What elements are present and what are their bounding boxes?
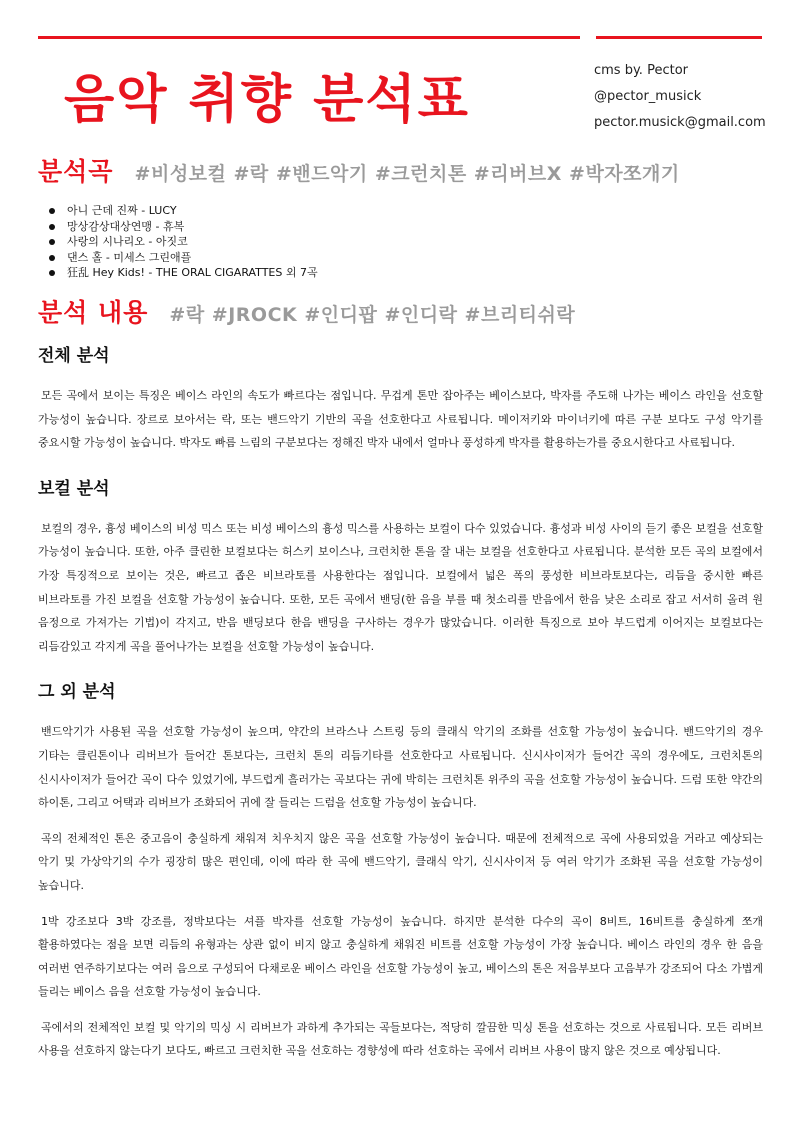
author-handle: @pector_musick [594, 89, 702, 104]
other-paragraph: 밴드악기가 사용된 곡을 선호할 가능성이 높으며, 약간의 브라스나 스트링 등의 클래식 악기의 조화를 선호할 가능성이 높습니다. 밴드악기의 경우 기타는 클린톤이나 리버브가 들어간 톤보다는, 크런치 톤의 리듬기타를 선호한다고 사료됩니다. 신시사이저가 들어간 곡의 경우에도, 크런치톤의 신시사이저가 들어간 곡이 다수 있었기에, 부드럽게 흘러가는 곡보다는 귀에 박히는 크런치톤 위주의 곡을 선호할 가능성이 높습니다. 드럼 또한 약간의 하이톤, 그리고 어택과 리버브가 조화되어 귀에 잘 들리는 드럼을 선호할 가능성이 높습니다. [38, 725, 763, 810]
other-heading: 그 외 분석 [38, 682, 116, 703]
section-tags: #비성보컬 #락 #밴드악기 #크런치톤 #리버브X #박자쪼개기 [134, 163, 680, 185]
top-rule-right [596, 36, 762, 39]
song-item: 아니 근데 진짜 - LUCY [48, 203, 318, 219]
section-label: 분석 내용 [38, 298, 149, 327]
vocal-paragraph: 보컬의 경우, 흉성 베이스의 비성 믹스 또는 비성 베이스의 흉성 믹스를 사용하는 보컬이 다수 있었습니다. 흉성과 비성 사이의 듣기 좋은 보컬을 선호할 가능성이 높습니다. 또한, 아주 클린한 보컬보다는 허스키 보이스나, 크런치한 톤을 잘 내는 보컬을 선호한다고 사료됩니다. 분석한 모든 곡의 보컬에서 가장 특징적으로 보이는 것은, 빠르고 좁은 비브라토를 사용한다는 점입니다. 보컬에서 넓은 폭의 풍성한 비브라토보다는, 리듬을 중시한 빠른 비브라토를 가진 보컬을 선호할 가능성이 높습니다. 또한, 모든 곡에서 밴딩(한 음을 부를 때 첫소리를 반음에서 한음 낮은 소리로 잡고 서서히 올려 원 음정으로 가져가는 기법)이 각지고, 반음 밴딩보다 한음 밴딩을 구사하는 경우가 많았습니다. 이러한 특징으로 보아 부드럽게 이어지는 보컬보다는 리듬감있고 각지게 곡을 풀어나가는 보컬을 선호할 가능성이 높습니다. [38, 521, 763, 653]
overall-heading: 전체 분석 [38, 346, 110, 366]
author-credit: cms by. Pector [594, 63, 688, 78]
vocal-heading: 보컬 분석 [38, 478, 110, 499]
analysis-heading [38, 293, 575, 329]
analysis-content [38, 340, 763, 1063]
overall-paragraph: 모든 곡에서 보이는 특징은 베이스 라인의 속도가 빠르다는 점입니다. 무겁게 톤만 잡아주는 베이스보다, 박자를 주도해 나가는 베이스 라인을 선호할 가능성이 높습니다. 장르로 보아서는 락, 또는 밴드악기 기반의 곡을 선호한다고 사료됩니다. 메이저키와 마이너키에 따른 구분 보다도 구성 악기를 중요시할 가능성이 높습니다. 박자도 빠름 느림의 구분보다는 정해진 박자 내에서 얼마나 풍성하게 박자를 활용하는가를 중요시한다고 사료됩니다. [38, 389, 763, 450]
song-item: 狂乱 Hey Kids! - THE ORAL CIGARATTES 외 7곡 [48, 265, 318, 281]
song-item: 망상감상대상연맹 - 휴복 [48, 219, 318, 235]
section-tags: #락 #JROCK #인디팝 #인디락 #브리티쉬락 [169, 304, 576, 326]
song-item: 사랑의 시나리오 - 아짓코 [48, 234, 318, 250]
author-info [594, 58, 766, 136]
song-list [48, 203, 318, 281]
other-paragraph: 곡의 전체적인 톤은 중고음이 충실하게 채워져 치우치지 않은 곡을 선호할 가능성이 높습니다. 때문에 전체적으로 곡에 사용되었을 거라고 예상되는 악기 및 가상악기의 수가 굉장히 많은 편인데, 이에 따라 한 곡에 밴드악기, 클래식 악기, 신시사이저 등 여러 악기가 조화된 곡을 선호할 가능성이 높습니다. [38, 831, 763, 892]
author-email: pector.musick@gmail.com [594, 115, 766, 130]
analyzed-songs-heading [38, 152, 680, 188]
top-rule-left [38, 36, 580, 39]
other-paragraph: 곡에서의 전체적인 보컬 및 악기의 믹싱 시 리버브가 과하게 추가되는 곡들보다는, 적당히 깔끔한 믹싱 톤을 선호하는 것으로 사료됩니다. 모든 리버브 사용을 선호하지 않는다기 보다도, 빠르고 크런치한 곡을 선호하는 경향성에 따라 선호하는 곡에서 리버브 사용이 많지 않은 것으로 예상됩니다. [38, 1020, 763, 1058]
page-title: 음악 취향 분석표 [64, 70, 470, 130]
section-label: 분석곡 [38, 157, 114, 186]
other-paragraph: 1박 강조보다 3박 강조를, 정박보다는 셔플 박자를 선호할 가능성이 높습니다. 하지만 분석한 다수의 곡이 8비트, 16비트를 충실하게 쪼개 활용하였다는 점을 보면 리듬의 유형과는 상관 없이 비지 않고 충실하게 채워진 비트를 선호할 가능성이 가장 높습니다. 베이스 라인의 경우 한 음을 여러번 연주하기보다는 여러 음으로 구성되어 다채로운 베이스 라인을 선호할 가능성이 높고, 베이스의 톤은 저음부보다 고음부가 강조되어 다소 가볍게 들리는 베이스 음을 선호할 가능성이 높습니다. [38, 914, 763, 999]
song-item: 댄스 홀 - 미세스 그린애플 [48, 250, 318, 266]
